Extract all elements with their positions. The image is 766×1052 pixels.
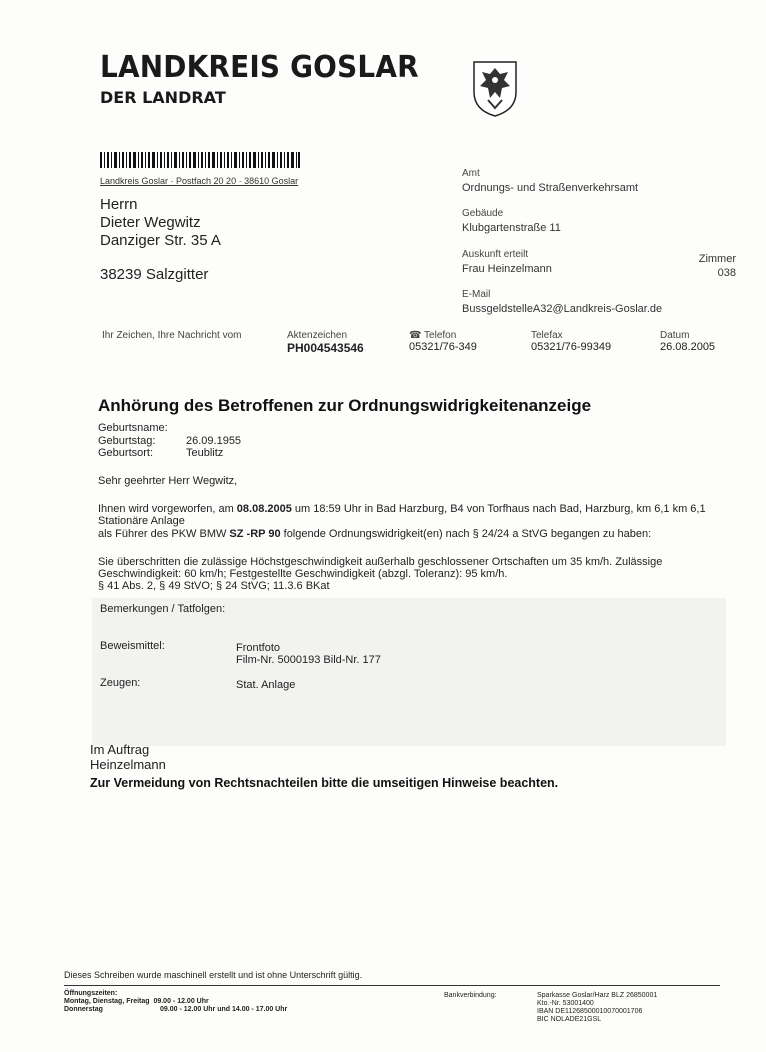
sender-auskunft (462, 247, 552, 277)
amt-value: Ordnungs- und Straßenverkehrsamt (462, 182, 639, 194)
sender-amt (462, 166, 638, 196)
signer-name: Heinzelmann (90, 757, 166, 772)
aktenzeichen (287, 330, 364, 355)
datum (660, 330, 715, 353)
sender-email (462, 287, 662, 317)
zimmer-label: Zimmer (698, 253, 736, 265)
beweismittel-value-1: Frontfoto (236, 642, 281, 654)
datum-value: 26.08.2005 (660, 341, 716, 353)
recipient-city: 38239 Salzgitter (100, 266, 209, 283)
zimmer-value: 038 (717, 267, 736, 279)
letter-subject: Anhörung des Betroffenen zur Ordnungswidrigkeitenanzeige (98, 396, 592, 415)
bank-details (537, 992, 657, 1024)
hours-time-1: 09.00 - 12.00 Uhr (153, 998, 209, 1005)
bemerkungen-label: Bemerkungen / Tatfolgen: (100, 603, 226, 615)
aktenzeichen-label: Aktenzeichen (287, 330, 348, 341)
license-plate: SZ -RP 90 (229, 528, 281, 540)
bank-line-3: IBAN DE11268500010070001706 (537, 1008, 643, 1015)
recipient-street: Danziger Str. 35 A (100, 232, 221, 249)
telefon-label: ☎ Telefon (409, 330, 457, 341)
opening-hours-label: Öffnungszeiten: (64, 990, 118, 997)
org-subtitle: DER LANDRAT (100, 88, 226, 107)
accusation-line-3 (98, 528, 651, 540)
telefax-value: 05321/76-99349 (531, 341, 612, 353)
recipient-salutation: Herrn (100, 196, 138, 213)
offence-date: 08.08.2005 (236, 503, 292, 515)
hours-time-2: 09.00 - 12.00 Uhr und 14.00 - 17.00 Uhr (160, 1006, 288, 1013)
gebaeude-value: Klubgartenstraße 11 (462, 222, 561, 234)
accusation-text-a: Ihnen wird vorgeworfen, am (98, 503, 237, 515)
recipient-address (100, 196, 221, 250)
geburtstag-label: Geburtstag: (98, 435, 156, 447)
auskunft-label: Auskunft erteilt (462, 249, 529, 260)
geburtsort-label: Geburtsort: (98, 447, 154, 459)
beweismittel-label: Beweismittel: (100, 640, 165, 652)
accusation-line-2: Stationäre Anlage (98, 515, 185, 527)
offence-line-1: Sie überschritten die zulässige Höchstgeschwindigkeit außerhalb geschlossener Ortschaften um 35 km/h. Zulässige (98, 556, 663, 568)
barcode (100, 152, 300, 168)
geburtsname-label: Geburtsname: (98, 422, 168, 434)
hours-days-1: Montag, Dienstag, Freitag (64, 998, 150, 1005)
bank-line-2: Kto.-Nr. 53001400 (537, 1000, 594, 1007)
legal-warning: Zur Vermeidung von Rechtsnachteilen bitte die umseitigen Hinweise beachten. (90, 776, 559, 790)
auskunft-value: Frau Heinzelmann (462, 263, 552, 275)
telefon-value: 05321/76-349 (409, 341, 477, 353)
geburtstag-value: 26.09.1955 (186, 435, 242, 447)
sender-gebaeude (462, 206, 561, 236)
greeting: Sehr geehrter Herr Wegwitz, (98, 475, 238, 487)
telefon (409, 330, 477, 353)
accusation-text-b: um 18:59 Uhr in Bad Harzburg, B4 von Torfhaus nach Bad, Harzburg, km 6,1 km 6,1 (291, 503, 706, 515)
datum-label: Datum (660, 330, 690, 341)
accusation-text-c: als Führer des PKW BMW (98, 528, 230, 540)
email-value: BussgeldstelleA32@Landkreis-Goslar.de (462, 303, 663, 315)
ihr-zeichen (102, 330, 242, 341)
ihr-zeichen-label: Ihr Zeichen, Ihre Nachricht vom (102, 330, 242, 341)
aktenzeichen-value: PH004543546 (287, 341, 364, 355)
geburtsort-value: Teublitz (186, 447, 224, 459)
zeugen-value: Stat. Anlage (236, 679, 296, 691)
email-label: E-Mail (462, 289, 491, 300)
amt-label: Amt (462, 168, 480, 179)
opening-hours (64, 990, 287, 1014)
im-auftrag: Im Auftrag (90, 742, 150, 757)
beweismittel-value-2: Film-Nr. 5000193 Bild-Nr. 177 (236, 654, 381, 666)
org-title: LANDKREIS GOSLAR (100, 50, 419, 85)
bank-line-4: BIC NOLADE21GSL (537, 1016, 602, 1023)
coat-of-arms-icon (470, 58, 520, 118)
footer-divider (64, 985, 720, 986)
zeugen-label: Zeugen: (100, 677, 141, 689)
bank-line-1: Sparkasse Goslar/Harz BLZ 26850001 (537, 992, 658, 999)
accusation-line-1 (98, 503, 738, 515)
offence-line-2: Geschwindigkeit: 60 km/h; Festgestellte Geschwindigkeit (abzgl. Toleranz): 95 km/h. (98, 568, 508, 580)
return-address: Landkreis Goslar · Postfach 20 20 · 38610 Goslar (100, 176, 299, 186)
sender-zimmer (686, 252, 736, 280)
telefax-label: Telefax (531, 330, 563, 341)
accusation-text-d: folgende Ordnungswidrigkeit(en) nach § 24/24 a StVG begangen zu haben: (280, 528, 652, 540)
telefax (531, 330, 611, 353)
hours-days-2: Donnerstag (64, 1006, 103, 1013)
gebaeude-label: Gebäude (462, 208, 504, 219)
remarks-box (92, 598, 726, 746)
bank-label: Bankverbindung: (444, 992, 497, 999)
recipient-name: Dieter Wegwitz (100, 214, 201, 231)
machine-generated-note: Dieses Schreiben wurde maschinell erstellt und ist ohne Unterschrift gültig. (64, 970, 363, 980)
offence-line-3: § 41 Abs. 2, § 49 StVO; § 24 StVG; 11.3.6 BKat (98, 580, 330, 592)
signature-block (90, 742, 166, 772)
